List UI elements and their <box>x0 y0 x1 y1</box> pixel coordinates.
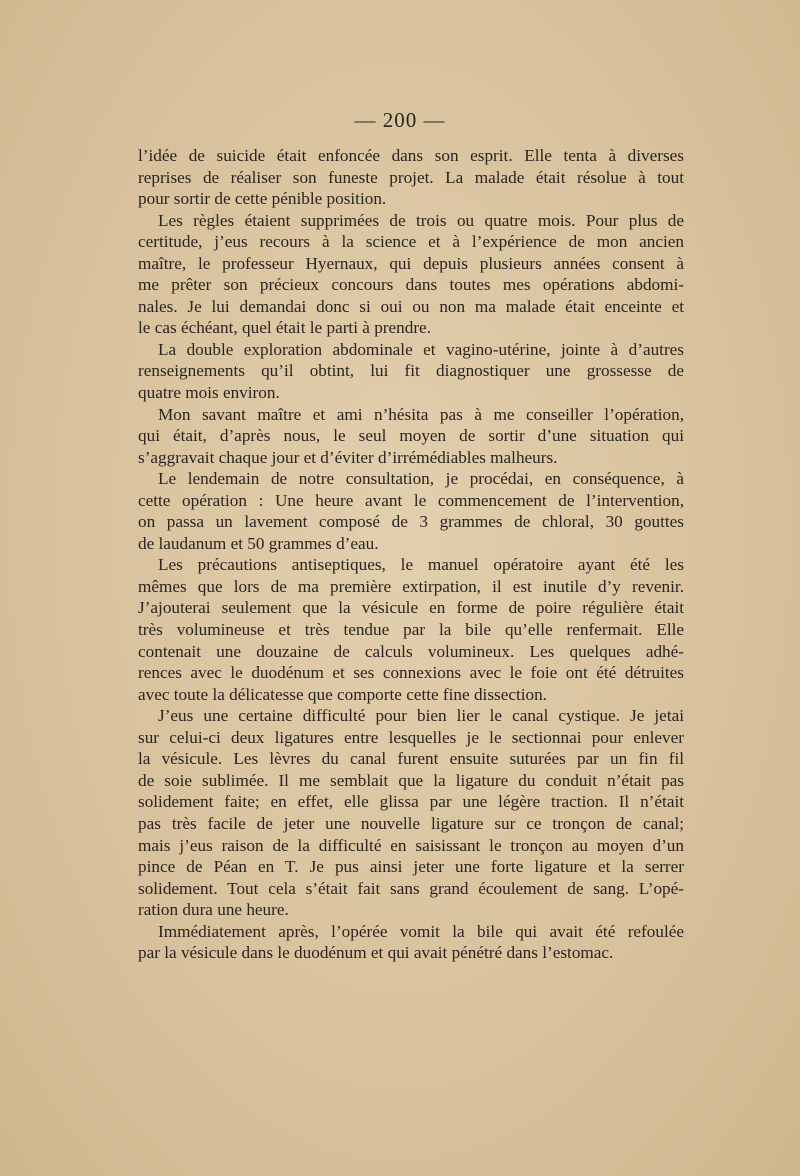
text-line: nales. Je lui demandai donc si oui ou non ma malade était enceinte et <box>138 296 684 316</box>
text-line: ration dura une heure. <box>138 900 289 920</box>
text-line: maître, le professeur Hyernaux, qui depuis plusieurs années consent à <box>138 253 684 273</box>
text-line: Les règles étaient supprimées de trois ou quatre mois. Pour plus de <box>158 210 684 230</box>
text-line: de soie sublimée. Il me semblait que la ligature du conduit n’était pas <box>138 770 684 790</box>
text-line: Le lendemain de notre consultation, je procédai, en conséquence, à <box>158 469 684 489</box>
text-line: mais j’eus raison de la difficulté en saisissant le tronçon au moyen d’un <box>138 835 684 855</box>
text-line: s’aggravait chaque jour et d’éviter d’irrémédiables malheurs. <box>138 447 558 467</box>
text-line: certitude, j’eus recours à la science et à l’expérience de mon ancien <box>138 232 684 252</box>
text-line: de laudanum et 50 grammes d’eau. <box>138 533 379 553</box>
text-line: qui était, d’après nous, le seul moyen de sortir d’une situation qui <box>138 426 684 446</box>
text-line: pince de Péan en T. Je pus ainsi jeter une forte ligature et la serrer <box>138 857 684 877</box>
text-line: l’idée de suicide était enfoncée dans son esprit. Elle tenta à diverses <box>138 146 684 165</box>
paragraph <box>138 210 684 339</box>
paragraph <box>138 339 684 404</box>
text-line: reprises de réaliser son funeste projet. La malade était résolue à tout <box>138 167 684 187</box>
text-line: sur celui-ci deux ligatures entre lesquelles je le sectionnai pour enlever <box>138 727 684 747</box>
text-line: renseignements qu’il obtint, lui fit diagnostiquer une grossesse de <box>138 361 684 381</box>
text-line: solidement faite; en effet, elle glissa par une légère traction. Il n’était <box>138 792 684 812</box>
text-line: pour sortir de cette pénible position. <box>138 189 387 209</box>
text-line: La double exploration abdominale et vagino-utérine, jointe à d’autres <box>158 339 684 359</box>
paragraph <box>138 554 684 705</box>
text-line: très volumineuse et très tendue par la bile qu’elle renfermait. Elle <box>138 620 684 640</box>
text-line: Immédiatement après, l’opérée vomit la bile qui avait été refoulée <box>158 921 684 941</box>
paragraph <box>138 145 684 210</box>
text-line: Mon savant maître et ami n’hésita pas à me conseiller l’opération, <box>158 404 684 424</box>
text-line: avec toute la délicatesse que comporte cette fine dissection. <box>138 684 547 704</box>
text-line: solidement. Tout cela s’était fait sans grand écoulement de sang. L’opé- <box>138 878 684 898</box>
paragraph <box>138 921 684 964</box>
page-number: — 200 — <box>354 108 446 132</box>
paragraph <box>138 705 684 920</box>
text-line: contenait une douzaine de calculs volumineux. Les quelques adhé- <box>138 641 684 661</box>
text-line: cette opération : Une heure avant le commencement de l’intervention, <box>138 490 684 510</box>
paragraph <box>138 404 684 469</box>
text-line: me prêter son précieux concours dans toutes mes opérations abdomi- <box>138 275 684 295</box>
text-line: par la vésicule dans le duodénum et qui avait pénétré dans l’estomac. <box>138 943 614 963</box>
text-line: pas très facile de jeter une nouvelle ligature sur ce tronçon de canal; <box>138 813 684 833</box>
text-line: rences avec le duodénum et ses connexions avec le foie ont été détruites <box>138 663 684 683</box>
text-line: on passa un lavement composé de 3 grammes de chloral, 30 gouttes <box>138 512 684 532</box>
text-line: Les précautions antiseptiques, le manuel opératoire ayant été les <box>158 555 684 575</box>
text-line: quatre mois environ. <box>138 383 280 403</box>
paragraph <box>138 468 684 554</box>
text-line: la vésicule. Les lèvres du canal furent ensuite suturées par un fin fil <box>138 749 684 769</box>
text-line: J’eus une certaine difficulté pour bien lier le canal cystique. Je jetai <box>158 706 684 726</box>
text-line: mêmes que lors de ma première extirpation, il est inutile d’y revenir. <box>138 576 684 596</box>
text-line: le cas échéant, quel était le parti à prendre. <box>138 318 431 338</box>
body-text <box>138 145 684 964</box>
text-line: J’ajouterai seulement que la vésicule en forme de poire régulière était <box>138 598 684 618</box>
